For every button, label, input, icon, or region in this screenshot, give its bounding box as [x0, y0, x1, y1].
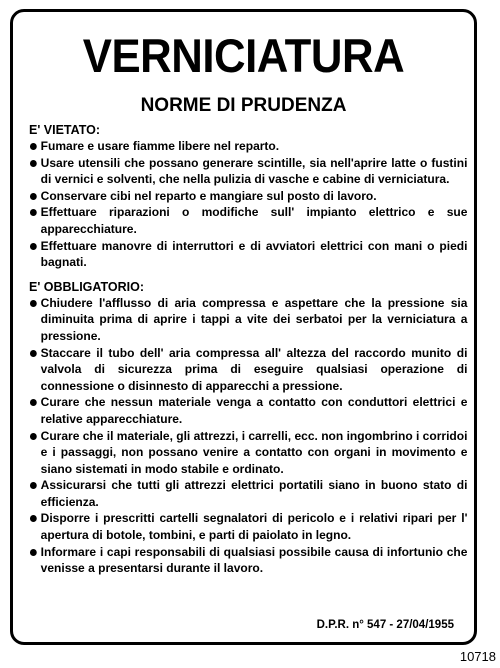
- bullet-icon: [30, 193, 37, 200]
- list-item-text: Informare i capi responsabili di qualsiasi possibile causa di infortunio che venisse a presentarsi durante il lavoro.: [40, 544, 468, 576]
- mandatory-heading: E' OBBLIGATORIO:: [29, 279, 145, 294]
- list-item-text: Effettuare manovre di interruttori e di avviatori elettrici con mani o piedi bagnati.: [40, 238, 468, 270]
- bullet-icon: [30, 243, 37, 250]
- list-item-text: Usare utensili che possano generare scintille, sia nell'aprire latte o fustini di vernici e solventi, che nella pulizia di vasche e cabine di verniciatura.: [40, 155, 468, 187]
- list-item-text: Fumare e usare fiamme libere nel reparto.: [40, 139, 280, 153]
- list-item: [29, 138, 467, 155]
- list-item-text: Curare che nessun materiale venga a contatto con conduttori elettrici e relative apparecchiature.: [40, 395, 468, 426]
- bullet-icon: [30, 399, 37, 406]
- sign-content: [29, 122, 467, 577]
- product-code: 10718: [459, 649, 496, 664]
- sign-title: VERNICIATURA: [82, 29, 405, 82]
- bullet-icon: [30, 143, 37, 150]
- bullet-icon: [30, 433, 37, 440]
- list-item: [29, 428, 467, 478]
- prohibited-heading: E' VIETATO:: [29, 123, 101, 137]
- bullet-icon: [30, 209, 37, 216]
- bullet-icon: [30, 300, 37, 307]
- list-item: [29, 155, 467, 188]
- list-item-text: Assicurarsi che tutti gli attrezzi elettrici portatili siano in buono stato di efficienza.: [40, 478, 468, 509]
- list-item-text: Conservare cibi nel reparto e mangiare sul posto di lavoro.: [40, 188, 377, 203]
- mandatory-list: [29, 295, 467, 577]
- prohibited-list: [29, 138, 467, 271]
- list-item: [29, 510, 467, 543]
- list-item: [29, 204, 467, 237]
- bullet-icon: [30, 350, 37, 357]
- bullet-icon: [30, 160, 37, 167]
- bullet-icon: [30, 515, 37, 522]
- list-item: [29, 295, 467, 345]
- list-item-text: Effettuare riparazioni o modifiche sull' impianto elettrico e sue apparecchiature.: [40, 205, 468, 236]
- bullet-icon: [30, 549, 37, 556]
- list-item: [29, 477, 467, 510]
- list-item-text: Chiudere l'afflusso di aria compressa e aspettare che la pressione sia diminuita prima di aprire i tappi a vite dei serbatoi per la verniciatura a pressione.: [40, 295, 468, 343]
- legal-reference: D.P.R. n° 547 - 27/04/1955: [316, 619, 454, 631]
- list-item: [29, 188, 467, 205]
- list-item-text: Staccare il tubo dell' aria compressa all' altezza del raccordo munito di valvola di sicurezza prima di eseguire qualsiasi operazione di connessione o disinnesto di apparecchi a pressione.: [40, 345, 468, 393]
- list-item: [29, 238, 467, 271]
- list-item-text: Curare che il materiale, gli attrezzi, i carrelli, ecc. non ingombrino i corridoi e i passaggi, non possano venire a contatto con organi in movimento e siano sistemati in modo stabile e ordinato.: [40, 428, 468, 476]
- safety-sign: [10, 9, 477, 645]
- list-item: [29, 345, 467, 395]
- sign-subtitle: NORME DI PRUDENZA: [140, 95, 347, 116]
- list-item: [29, 544, 467, 577]
- list-item-text: Disporre i prescritti cartelli segnalatori di pericolo e i relativi ripari per l' apertura di botole, tombini, e parti di paiolato in legno.: [40, 511, 468, 543]
- list-item: [29, 394, 467, 427]
- bullet-icon: [30, 482, 37, 489]
